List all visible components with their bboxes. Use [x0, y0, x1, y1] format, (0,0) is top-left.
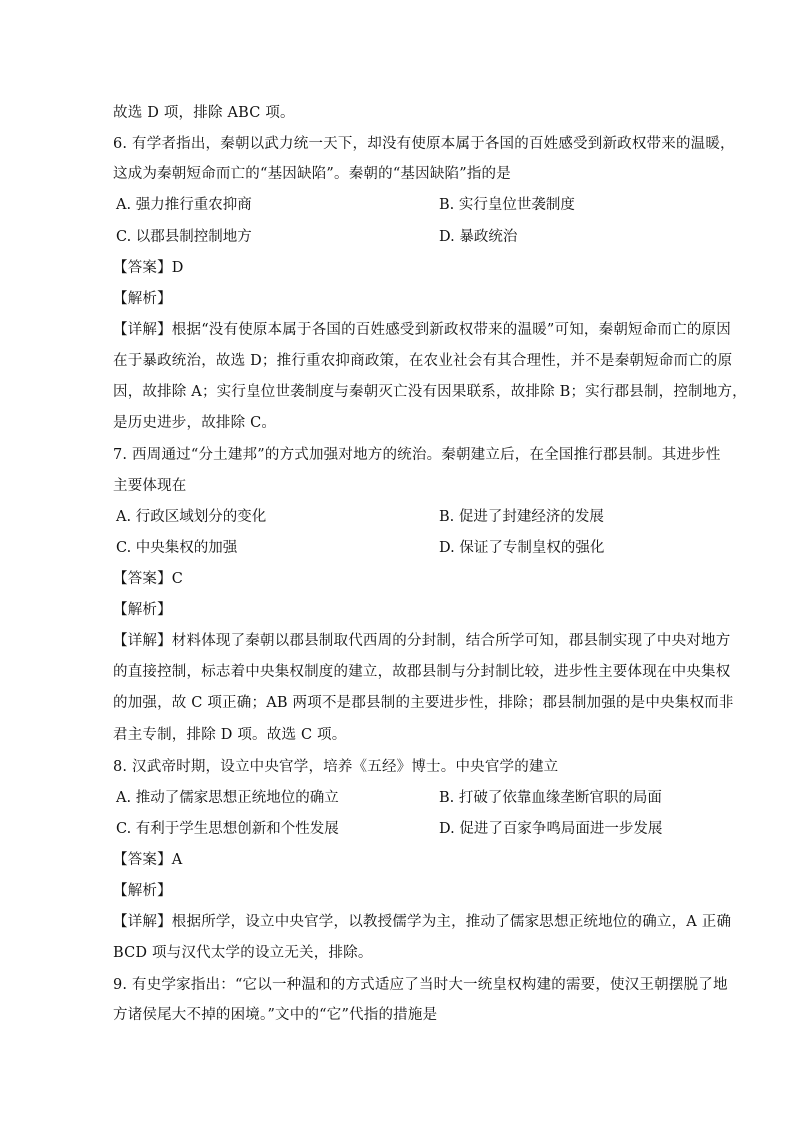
question-8-analysis-label: 【解析】	[113, 883, 172, 899]
text-line: 故选 D 项，排除 ABC 项。	[113, 105, 295, 121]
question-6-detail-2: 在于暴政统治，故选 D；推行重农抑商政策，在农业社会有其合理性，并不是秦朝短命而亡的原	[113, 353, 733, 369]
question-6-option-d: D. 暴政统治	[439, 229, 518, 245]
question-6-analysis-label: 【解析】	[113, 291, 172, 307]
question-7-option-c: C. 中央集权的加强	[116, 540, 238, 556]
question-8-option-a: A. 推动了儒家思想正统地位的确立	[116, 790, 339, 806]
question-6-stem: 6. 有学者指出，秦朝以武力统一天下，却没有使原本属于各国的百姓感受到新政权带来的温暖，	[113, 136, 735, 152]
question-8-option-b: B. 打破了依靠血缘垄断官职的局面	[439, 790, 662, 806]
question-7-answer: 【答案】C	[113, 571, 184, 587]
question-6-detail-4: 是历史进步，故排除 C。	[113, 415, 277, 431]
question-7-detail-1: 【详解】材料体现了秦朝以郡县制取代西周的分封制，结合所学可知，郡县制实现了中央对地方	[113, 633, 731, 649]
question-8-answer: 【答案】A	[113, 852, 183, 868]
question-7-stem-cont: 主要体现在	[113, 478, 187, 494]
question-6-stem-cont: 这成为秦朝短命而亡的“基因缺陷”。秦朝的“基因缺陷”指的是	[113, 166, 511, 182]
question-6-option-a: A. 强力推行重农抑商	[116, 197, 252, 213]
question-8-stem: 8. 汉武帝时期，设立中央官学，培养《五经》博士。中央官学的建立	[113, 759, 559, 775]
question-9-stem: 9. 有史学家指出：“它以一种温和的方式适应了当时大一统皇权构建的需要，使汉王朝摆脱了地	[113, 977, 728, 993]
question-6-option-c: C. 以郡县制控制地方	[116, 229, 252, 245]
question-7-option-b: B. 促进了封建经济的发展	[439, 509, 604, 525]
question-7-detail-4: 君主专制，排除 D 项。故选 C 项。	[113, 727, 347, 743]
question-8-option-c: C. 有利于学生思想创新和个性发展	[116, 821, 339, 837]
question-8-detail-1: 【详解】根据所学，设立中央官学，以教授儒学为主，推动了儒家思想正统地位的确立，A 正确	[113, 914, 732, 930]
question-8-detail-2: BCD 项与汉代太学的设立无关，排除。	[113, 945, 373, 961]
question-7-option-a: A. 行政区域划分的变化	[116, 509, 267, 525]
question-6-option-b: B. 实行皇位世袭制度	[439, 197, 575, 213]
question-7-option-d: D. 保证了专制皇权的强化	[439, 540, 605, 556]
question-7-detail-3: 的加强，故 C 项正确；AB 两项不是郡县制的主要进步性，排除；郡县制加强的是中央集权而非	[113, 695, 734, 711]
question-9-stem-cont: 方诸侯尾大不掉的困境。”文中的“它”代指的措施是	[113, 1007, 438, 1023]
question-6-detail-3: 因，故排除 A；实行皇位世袭制度与秦朝灭亡没有因果联系，故排除 B；实行郡县制，控制地方，	[113, 384, 747, 400]
question-6-detail-1: 【详解】根据“没有使原本属于各国的百姓感受到新政权带来的温暖”可知，秦朝短命而亡的原因	[113, 322, 731, 338]
question-7-analysis-label: 【解析】	[113, 602, 172, 618]
question-6-answer: 【答案】D	[113, 260, 184, 276]
question-8-option-d: D. 促进了百家争鸣局面进一步发展	[439, 821, 663, 837]
question-7-stem: 7. 西周通过“分土建邦”的方式加强对地方的统治。秦朝建立后，在全国推行郡县制。其进步性	[113, 447, 721, 463]
question-7-detail-2: 的直接控制，标志着中央集权制度的建立，故郡县制与分封制比较，进步性主要体现在中央集权	[113, 664, 731, 680]
